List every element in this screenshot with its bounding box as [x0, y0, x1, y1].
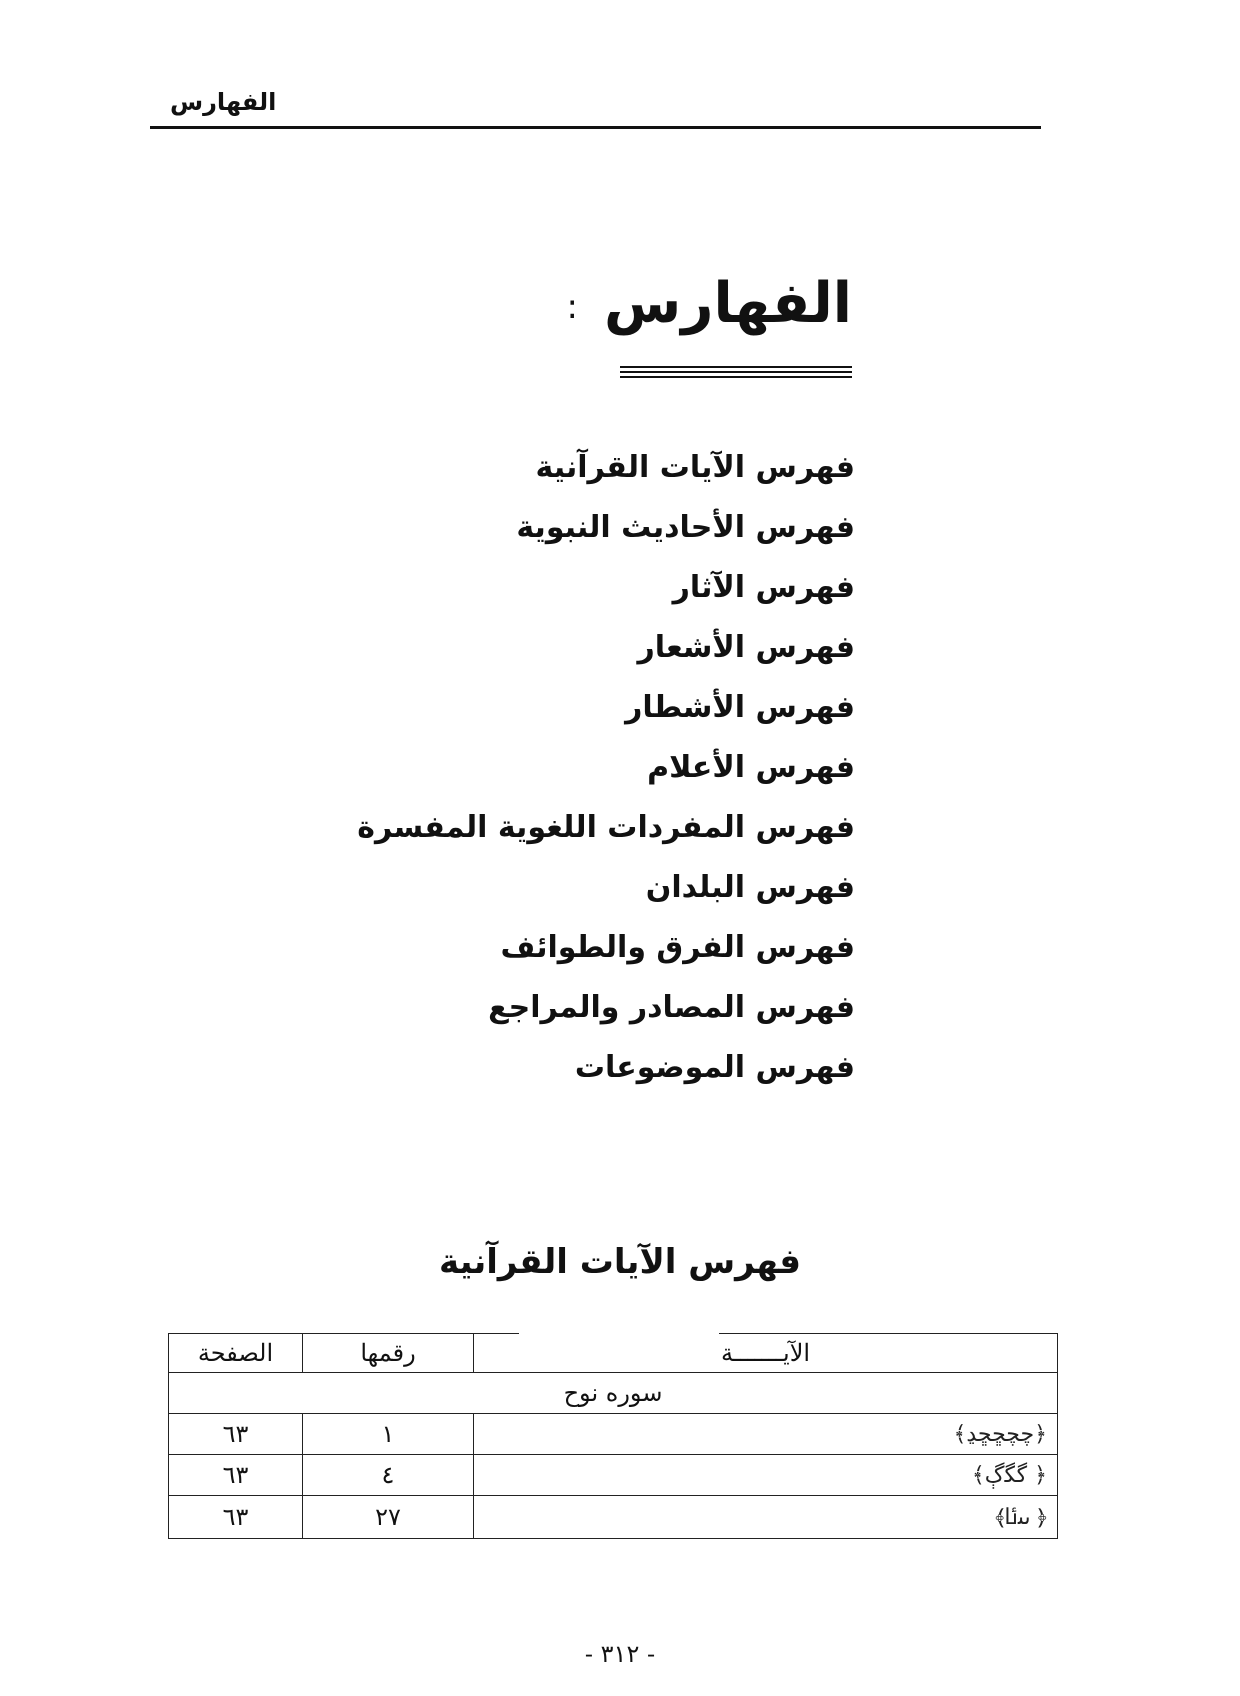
- index-item: فهرس الأعلام: [647, 750, 855, 785]
- row-number: ٤: [303, 1455, 474, 1496]
- verse-index-table: [168, 1333, 1058, 1539]
- table-row: [169, 1414, 1058, 1455]
- row-page: ٦٣: [169, 1455, 303, 1496]
- header-number: رقمها: [303, 1334, 474, 1373]
- index-item: فهرس الأحاديث النبوية: [516, 510, 855, 545]
- row-number: ٢٧: [303, 1496, 474, 1539]
- index-item: فهرس الفرق والطوائف: [500, 930, 855, 965]
- surah-name: سوره نوح: [169, 1373, 1058, 1414]
- row-page: ٦٣: [169, 1414, 303, 1455]
- index-item: فهرس البلدان: [645, 870, 855, 905]
- index-item: فهرس الآثار: [672, 570, 855, 605]
- table-row: [169, 1455, 1058, 1496]
- section-title: فهرس الآيات القرآنية: [438, 1242, 802, 1282]
- page-title: [566, 268, 852, 343]
- index-item: فهرس الموضوعات: [574, 1050, 855, 1085]
- row-verse: ﴿ ﮔﮕﮖ﴾: [474, 1455, 1058, 1496]
- row-verse: ﴿ ﯨﯩﯪ﴾: [474, 1496, 1058, 1539]
- page-number: - ٣١٢ -: [584, 1640, 656, 1668]
- header-verse: [474, 1334, 1058, 1373]
- index-list: [357, 446, 855, 1106]
- page-title-colon: :: [566, 286, 578, 327]
- index-item: فهرس الآيات القرآنية: [535, 450, 855, 485]
- index-item: فهرس الأشعار: [637, 630, 855, 665]
- row-page: ٦٣: [169, 1496, 303, 1539]
- row-verse: ﴿چچڇڇڍ﴾: [474, 1414, 1058, 1455]
- header-verse-label: الآيـــــــة: [720, 1339, 811, 1367]
- table-header-row: [169, 1334, 1058, 1373]
- index-item: فهرس المفردات اللغوية المفسرة: [357, 810, 855, 845]
- title-underline: [620, 366, 852, 378]
- index-item: فهرس الأشطار: [625, 690, 855, 725]
- page-title-text: الفهارس: [603, 271, 852, 336]
- header-gap: [519, 1332, 719, 1336]
- table-row: [169, 1496, 1058, 1539]
- header-page: الصفحة: [169, 1334, 303, 1373]
- index-item: فهرس المصادر والمراجع: [488, 990, 855, 1025]
- surah-row: [169, 1373, 1058, 1414]
- running-head: الفهارس: [170, 88, 277, 116]
- row-number: ١: [303, 1414, 474, 1455]
- header-rule: [150, 126, 1041, 129]
